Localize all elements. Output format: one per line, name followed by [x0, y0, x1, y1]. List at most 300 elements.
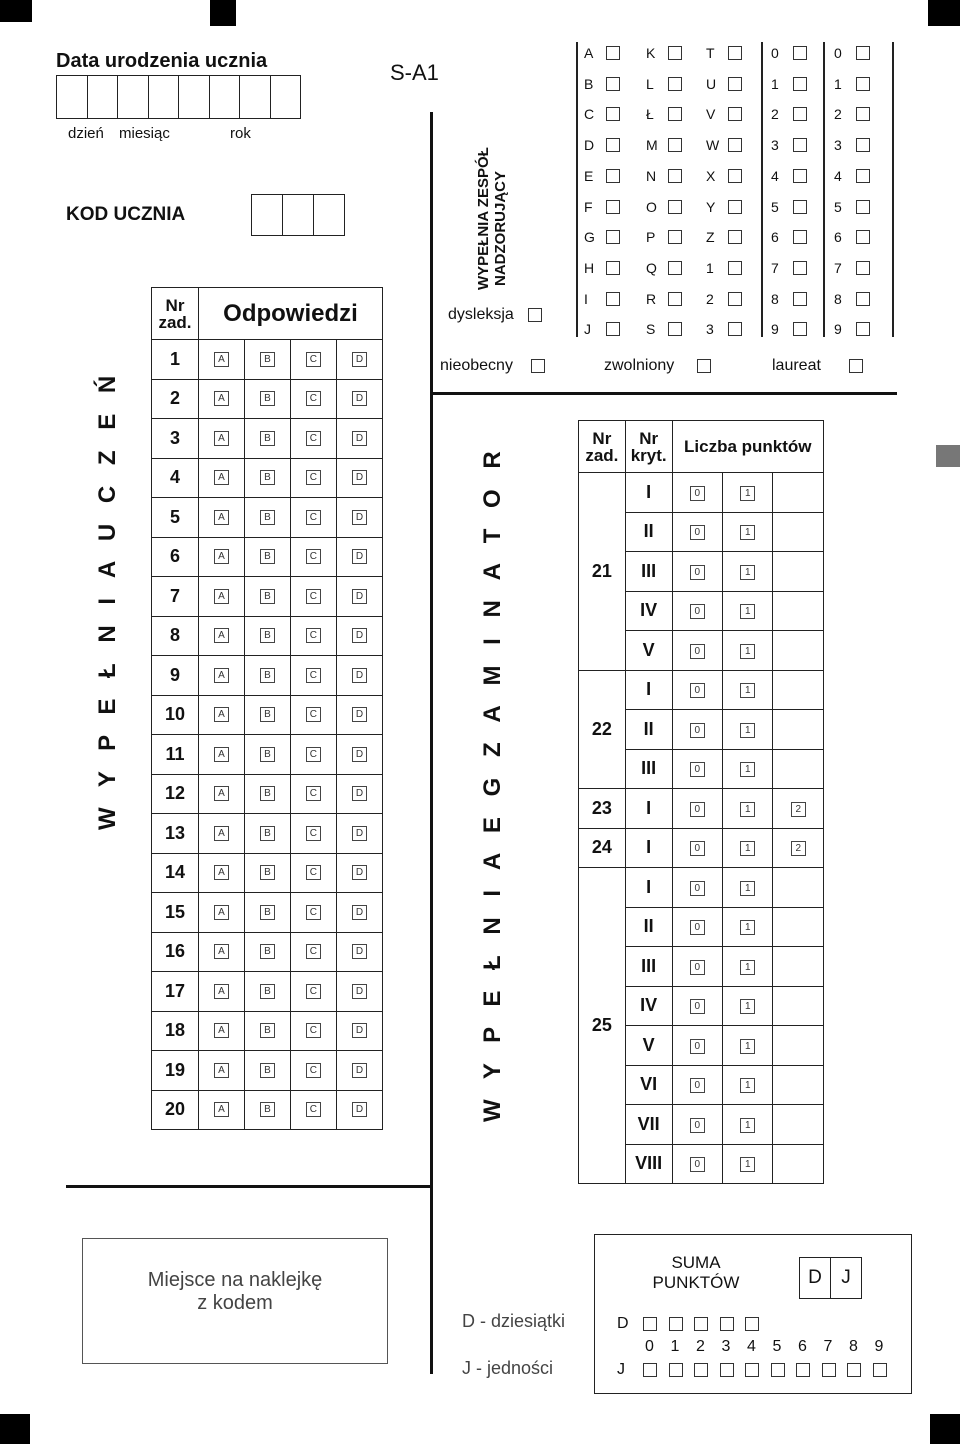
points-option-0[interactable]: 0 — [690, 486, 705, 501]
code-option-checkbox[interactable] — [793, 138, 807, 152]
registration-mark — [930, 1414, 960, 1444]
birth-date-digit-box[interactable] — [240, 76, 271, 118]
code-option-checkbox[interactable] — [606, 322, 620, 336]
points-option-1[interactable]: 1 — [740, 881, 755, 896]
code-option-M[interactable] — [646, 134, 682, 156]
points-option-1[interactable]: 1 — [740, 1157, 755, 1172]
points-option-1[interactable]: 1 — [740, 960, 755, 975]
code-option-checkbox[interactable] — [606, 46, 620, 60]
code-option-checkbox[interactable] — [793, 230, 807, 244]
code-option-0[interactable] — [834, 42, 870, 64]
points-cell — [723, 868, 773, 908]
tens-digit-checkbox[interactable] — [694, 1317, 708, 1331]
code-option-checkbox[interactable] — [668, 230, 682, 244]
birth-date-digit-box[interactable] — [118, 76, 149, 118]
points-option-1[interactable]: 1 — [740, 1078, 755, 1093]
code-option-1[interactable] — [706, 257, 742, 279]
birth-date-digit-box[interactable] — [179, 76, 210, 118]
units-digit-checkbox[interactable] — [694, 1363, 708, 1377]
code-option-label: 1 — [706, 259, 714, 276]
answer-option-b[interactable]: B — [260, 786, 275, 801]
answer-option-b[interactable]: B — [260, 984, 275, 999]
code-option-checkbox[interactable] — [606, 77, 620, 91]
code-option-Z[interactable] — [706, 226, 742, 248]
points-option-1[interactable]: 1 — [740, 841, 755, 856]
task-number: 9 — [152, 656, 199, 696]
points-option-1[interactable]: 1 — [740, 525, 755, 540]
answer-option-a[interactable]: A — [214, 589, 229, 604]
code-option-checkbox[interactable] — [728, 322, 742, 336]
code-option-checkbox[interactable] — [793, 46, 807, 60]
code-option-L[interactable] — [646, 73, 682, 95]
answer-option-d[interactable]: D — [352, 352, 367, 367]
answer-option-d[interactable]: D — [352, 865, 367, 880]
points-cell — [723, 512, 773, 552]
answer-option-a[interactable]: A — [214, 1023, 229, 1038]
code-option-label: M — [646, 137, 658, 154]
code-option-J[interactable] — [584, 318, 620, 340]
code-option-T[interactable] — [706, 42, 742, 64]
answer-cell — [290, 972, 336, 1012]
points-option-1[interactable]: 1 — [740, 802, 755, 817]
answer-option-a[interactable]: A — [214, 905, 229, 920]
code-option-checkbox[interactable] — [856, 138, 870, 152]
code-option-checkbox[interactable] — [728, 261, 742, 275]
criterion-row — [579, 828, 824, 868]
units-digit-checkbox[interactable] — [771, 1363, 785, 1377]
units-digit-checkbox[interactable] — [796, 1363, 810, 1377]
answer-cell — [290, 1011, 336, 1051]
units-digit-checkbox[interactable] — [822, 1363, 836, 1377]
answer-cell — [336, 735, 382, 775]
code-option-checkbox[interactable] — [728, 107, 742, 121]
code-option-checkbox[interactable] — [856, 261, 870, 275]
code-option-checkbox[interactable] — [728, 230, 742, 244]
answer-option-b[interactable]: B — [260, 668, 275, 683]
code-option-checkbox[interactable] — [606, 200, 620, 214]
code-option-checkbox[interactable] — [668, 261, 682, 275]
points-option-0[interactable]: 0 — [690, 841, 705, 856]
code-option-label: P — [646, 229, 656, 246]
code-option-V[interactable] — [706, 103, 742, 125]
code-option-C[interactable] — [584, 103, 620, 125]
answer-option-a[interactable]: A — [214, 865, 229, 880]
answer-option-a[interactable]: A — [214, 944, 229, 959]
code-option-checkbox[interactable] — [793, 200, 807, 214]
points-option-0[interactable]: 0 — [690, 683, 705, 698]
code-option-6[interactable] — [771, 226, 807, 248]
answer-option-a[interactable]: A — [214, 826, 229, 841]
code-option-checkbox[interactable] — [793, 107, 807, 121]
answer-option-d[interactable]: D — [352, 391, 367, 406]
answer-option-c[interactable]: C — [306, 628, 321, 643]
dyslexia-label: dysleksja — [448, 306, 514, 323]
code-option-3[interactable] — [771, 134, 807, 156]
code-option-checkbox[interactable] — [856, 200, 870, 214]
answer-option-d[interactable]: D — [352, 826, 367, 841]
answer-option-c[interactable]: C — [306, 1063, 321, 1078]
code-option-checkbox[interactable] — [856, 322, 870, 336]
answer-option-a[interactable]: A — [214, 431, 229, 446]
points-option-2[interactable]: 2 — [791, 802, 806, 817]
code-option-checkbox[interactable] — [728, 200, 742, 214]
points-option-1[interactable]: 1 — [740, 565, 755, 580]
answer-cell — [199, 498, 245, 538]
answer-option-d[interactable]: D — [352, 1023, 367, 1038]
points-option-0[interactable]: 0 — [690, 644, 705, 659]
code-option-checkbox[interactable] — [793, 77, 807, 91]
code-option-checkbox[interactable] — [856, 292, 870, 306]
answer-option-a[interactable]: A — [214, 391, 229, 406]
grid-divider — [576, 42, 578, 337]
code-option-checkbox[interactable] — [793, 322, 807, 336]
answer-option-a[interactable]: A — [214, 628, 229, 643]
points-option-0[interactable]: 0 — [690, 802, 705, 817]
code-option-Q[interactable] — [646, 257, 682, 279]
criterion-number: V — [625, 1026, 672, 1066]
code-option-2[interactable] — [834, 103, 870, 125]
dyslexia-checkbox[interactable] — [528, 308, 542, 322]
code-option-checkbox[interactable] — [856, 77, 870, 91]
exempt-checkbox[interactable] — [697, 359, 711, 373]
tens-digit-checkbox[interactable] — [643, 1317, 657, 1331]
code-option-checkbox[interactable] — [668, 138, 682, 152]
answer-cell — [336, 379, 382, 419]
answer-option-a[interactable]: A — [214, 549, 229, 564]
answer-row — [152, 458, 383, 498]
units-digit-checkbox[interactable] — [745, 1363, 759, 1377]
points-option-0[interactable]: 0 — [690, 960, 705, 975]
birth-date-boxes[interactable] — [56, 75, 301, 119]
answer-option-d[interactable]: D — [352, 628, 367, 643]
answer-option-c[interactable]: C — [306, 707, 321, 722]
code-option-O[interactable] — [646, 196, 682, 218]
task-number: 3 — [152, 419, 199, 459]
answer-option-a[interactable]: A — [214, 470, 229, 485]
tens-digit-checkbox[interactable] — [745, 1317, 759, 1331]
absent-option[interactable] — [440, 357, 545, 375]
answer-option-b[interactable]: B — [260, 352, 275, 367]
points-cell — [773, 828, 824, 868]
code-option-checkbox[interactable] — [668, 77, 682, 91]
laureate-option[interactable] — [772, 357, 863, 375]
points-cell — [723, 552, 773, 592]
points-option-1[interactable]: 1 — [740, 999, 755, 1014]
answer-option-c[interactable]: C — [306, 549, 321, 564]
code-option-5[interactable] — [771, 196, 807, 218]
absent-checkbox[interactable] — [531, 359, 545, 373]
answer-option-b[interactable]: B — [260, 1102, 275, 1117]
points-cell — [672, 631, 722, 671]
units-digit-checkbox[interactable] — [720, 1363, 734, 1377]
code-option-5[interactable] — [834, 196, 870, 218]
code-option-checkbox[interactable] — [606, 169, 620, 183]
code-option-checkbox[interactable] — [606, 230, 620, 244]
points-option-1[interactable]: 1 — [740, 486, 755, 501]
criterion-number: V — [625, 631, 672, 671]
answer-option-c[interactable]: C — [306, 1023, 321, 1038]
code-option-checkbox[interactable] — [606, 261, 620, 275]
code-option-checkbox[interactable] — [668, 46, 682, 60]
code-option-H[interactable] — [584, 257, 620, 279]
answer-option-b[interactable]: B — [260, 589, 275, 604]
examiner-section-label: W Y P E Ł N I A E G Z A M I N A T O R — [479, 444, 506, 1122]
answer-option-a[interactable]: A — [214, 352, 229, 367]
points-option-1[interactable]: 1 — [740, 1039, 755, 1054]
code-option-7[interactable] — [771, 257, 807, 279]
points-option-1[interactable]: 1 — [740, 644, 755, 659]
units-digit-checkbox[interactable] — [873, 1363, 887, 1377]
answer-option-c[interactable]: C — [306, 352, 321, 367]
code-option-2[interactable] — [706, 288, 742, 310]
code-option-B[interactable] — [584, 73, 620, 95]
answer-option-c[interactable]: C — [306, 470, 321, 485]
code-option-checkbox[interactable] — [856, 46, 870, 60]
code-option-D[interactable] — [584, 134, 620, 156]
student-code-boxes[interactable] — [251, 194, 345, 236]
answer-option-d[interactable]: D — [352, 1102, 367, 1117]
points-option-1[interactable]: 1 — [740, 920, 755, 935]
code-option-checkbox[interactable] — [668, 200, 682, 214]
answer-option-c[interactable]: C — [306, 786, 321, 801]
code-option-checkbox[interactable] — [606, 292, 620, 306]
answer-option-d[interactable]: D — [352, 549, 367, 564]
answer-option-c[interactable]: C — [306, 1102, 321, 1117]
answer-option-c[interactable]: C — [306, 865, 321, 880]
answer-option-a[interactable]: A — [214, 510, 229, 525]
code-option-1[interactable] — [834, 73, 870, 95]
points-cell — [672, 828, 722, 868]
code-option-9[interactable] — [771, 318, 807, 340]
answer-option-d[interactable]: D — [352, 707, 367, 722]
code-option-checkbox[interactable] — [668, 322, 682, 336]
answer-option-b[interactable]: B — [260, 707, 275, 722]
code-option-Ł[interactable] — [646, 103, 682, 125]
answer-option-b[interactable]: B — [260, 510, 275, 525]
code-option-0[interactable] — [771, 42, 807, 64]
code-option-2[interactable] — [771, 103, 807, 125]
points-option-1[interactable]: 1 — [740, 604, 755, 619]
answer-option-b[interactable]: B — [260, 865, 275, 880]
birth-date-digit-box[interactable] — [271, 76, 301, 118]
points-option-0[interactable]: 0 — [690, 1078, 705, 1093]
code-option-U[interactable] — [706, 73, 742, 95]
answer-option-a[interactable]: A — [214, 668, 229, 683]
code-option-checkbox[interactable] — [793, 261, 807, 275]
code-option-P[interactable] — [646, 226, 682, 248]
code-option-6[interactable] — [834, 226, 870, 248]
code-option-8[interactable] — [834, 288, 870, 310]
code-option-label: 2 — [834, 106, 842, 123]
points-option-1[interactable]: 1 — [740, 762, 755, 777]
code-option-checkbox[interactable] — [793, 292, 807, 306]
answer-option-d[interactable]: D — [352, 589, 367, 604]
code-option-checkbox[interactable] — [856, 169, 870, 183]
code-option-A[interactable] — [584, 42, 620, 64]
answer-option-c[interactable]: C — [306, 668, 321, 683]
answer-option-d[interactable]: D — [352, 905, 367, 920]
code-option-S[interactable] — [646, 318, 682, 340]
answer-option-d[interactable]: D — [352, 786, 367, 801]
code-option-checkbox[interactable] — [728, 77, 742, 91]
exempt-option[interactable] — [604, 357, 711, 375]
code-option-I[interactable] — [584, 288, 620, 310]
code-option-checkbox[interactable] — [606, 138, 620, 152]
code-option-K[interactable] — [646, 42, 682, 64]
units-digit-checkbox[interactable] — [669, 1363, 683, 1377]
points-cell — [672, 710, 722, 750]
answer-option-b[interactable]: B — [260, 431, 275, 446]
answer-option-a[interactable]: A — [214, 786, 229, 801]
points-option-0[interactable]: 0 — [690, 1039, 705, 1054]
code-option-7[interactable] — [834, 257, 870, 279]
answer-cell — [290, 616, 336, 656]
tens-digit-checkbox[interactable] — [720, 1317, 734, 1331]
sum-total-boxes[interactable]: D J — [799, 1257, 862, 1299]
code-option-checkbox[interactable] — [728, 46, 742, 60]
answer-option-d[interactable]: D — [352, 668, 367, 683]
code-option-3[interactable] — [834, 134, 870, 156]
points-option-0[interactable]: 0 — [690, 1118, 705, 1133]
code-option-label: L — [646, 75, 654, 92]
dyslexia-option[interactable] — [448, 306, 542, 324]
answer-option-c[interactable]: C — [306, 510, 321, 525]
answer-cell — [199, 1090, 245, 1130]
answer-option-c[interactable]: C — [306, 826, 321, 841]
answer-option-c[interactable]: C — [306, 905, 321, 920]
code-option-G[interactable] — [584, 226, 620, 248]
code-option-W[interactable] — [706, 134, 742, 156]
answer-option-c[interactable]: C — [306, 589, 321, 604]
answer-option-c[interactable]: C — [306, 944, 321, 959]
units-digit-checkbox[interactable] — [847, 1363, 861, 1377]
code-option-3[interactable] — [706, 318, 742, 340]
answer-option-b[interactable]: B — [260, 905, 275, 920]
points-option-0[interactable]: 0 — [690, 1157, 705, 1172]
answer-cell — [244, 616, 290, 656]
points-option-1[interactable]: 1 — [740, 683, 755, 698]
answer-cell — [336, 577, 382, 617]
answer-cell — [199, 695, 245, 735]
tens-digit-checkbox[interactable] — [669, 1317, 683, 1331]
laureate-checkbox[interactable] — [849, 359, 863, 373]
digit-label: 0 — [645, 1338, 654, 1355]
answer-option-b[interactable]: B — [260, 391, 275, 406]
points-option-0[interactable]: 0 — [690, 604, 705, 619]
answer-option-c[interactable]: C — [306, 391, 321, 406]
digit-label: 5 — [772, 1338, 782, 1355]
code-option-R[interactable] — [646, 288, 682, 310]
units-digit-checkbox[interactable] — [643, 1363, 657, 1377]
answer-option-c[interactable]: C — [306, 747, 321, 762]
code-option-label: N — [646, 167, 657, 184]
points-option-0[interactable]: 0 — [690, 723, 705, 738]
answer-option-a[interactable]: A — [214, 984, 229, 999]
answer-option-a[interactable]: A — [214, 707, 229, 722]
answer-option-c[interactable]: C — [306, 984, 321, 999]
answer-option-b[interactable]: B — [260, 747, 275, 762]
answer-option-b[interactable]: B — [260, 470, 275, 485]
code-option-checkbox[interactable] — [856, 230, 870, 244]
answer-option-d[interactable]: D — [352, 431, 367, 446]
code-option-checkbox[interactable] — [728, 292, 742, 306]
code-option-Y[interactable] — [706, 196, 742, 218]
answer-option-b[interactable]: B — [260, 549, 275, 564]
code-option-E[interactable] — [584, 165, 620, 187]
answer-option-b[interactable]: B — [260, 628, 275, 643]
answer-option-d[interactable]: D — [352, 747, 367, 762]
code-option-8[interactable] — [771, 288, 807, 310]
answer-option-a[interactable]: A — [214, 1102, 229, 1117]
answer-row — [152, 616, 383, 656]
criterion-number: II — [625, 907, 672, 947]
birth-date-digit-box[interactable] — [210, 76, 241, 118]
code-option-checkbox[interactable] — [728, 169, 742, 183]
birth-date-digit-box[interactable] — [149, 76, 180, 118]
points-option-0[interactable]: 0 — [690, 920, 705, 935]
code-option-checkbox[interactable] — [668, 107, 682, 121]
answer-option-d[interactable]: D — [352, 944, 367, 959]
points-option-0[interactable]: 0 — [690, 881, 705, 896]
answer-cell — [199, 853, 245, 893]
answer-option-d[interactable]: D — [352, 984, 367, 999]
answer-option-d[interactable]: D — [352, 510, 367, 525]
code-option-checkbox[interactable] — [856, 107, 870, 121]
points-option-1[interactable]: 1 — [740, 723, 755, 738]
code-option-checkbox[interactable] — [668, 169, 682, 183]
points-cell — [672, 868, 722, 908]
answer-option-b[interactable]: B — [260, 1063, 275, 1078]
task-nr-header: Nr zad. — [579, 421, 626, 473]
code-option-X[interactable] — [706, 165, 742, 187]
code-option-4[interactable] — [771, 165, 807, 187]
answer-option-a[interactable]: A — [214, 747, 229, 762]
answer-cell — [244, 932, 290, 972]
answer-row — [152, 814, 383, 854]
points-option-0[interactable]: 0 — [690, 565, 705, 580]
code-option-label: Q — [646, 259, 657, 276]
points-option-0[interactable]: 0 — [690, 999, 705, 1014]
code-option-checkbox[interactable] — [606, 107, 620, 121]
sticker-area — [82, 1238, 388, 1364]
points-option-1[interactable]: 1 — [740, 1118, 755, 1133]
birth-date-digit-box[interactable] — [88, 76, 119, 118]
code-option-4[interactable] — [834, 165, 870, 187]
code-option-9[interactable] — [834, 318, 870, 340]
answer-option-b[interactable]: B — [260, 944, 275, 959]
code-option-1[interactable] — [771, 73, 807, 95]
points-option-0[interactable]: 0 — [690, 762, 705, 777]
answer-option-d[interactable]: D — [352, 1063, 367, 1078]
answer-cell — [290, 814, 336, 854]
code-option-F[interactable] — [584, 196, 620, 218]
answer-option-b[interactable]: B — [260, 1023, 275, 1038]
criterion-number: II — [625, 710, 672, 750]
answer-option-c[interactable]: C — [306, 431, 321, 446]
points-option-2[interactable]: 2 — [791, 841, 806, 856]
points-option-0[interactable]: 0 — [690, 525, 705, 540]
birth-date-digit-box[interactable] — [57, 76, 88, 118]
answer-option-d[interactable]: D — [352, 470, 367, 485]
code-option-checkbox[interactable] — [728, 138, 742, 152]
code-option-checkbox[interactable] — [668, 292, 682, 306]
answer-option-a[interactable]: A — [214, 1063, 229, 1078]
answer-option-b[interactable]: B — [260, 826, 275, 841]
code-option-N[interactable] — [646, 165, 682, 187]
points-cell — [723, 1144, 773, 1184]
code-option-checkbox[interactable] — [793, 169, 807, 183]
sum-title: SUMA PUNKTÓW — [652, 1253, 740, 1292]
